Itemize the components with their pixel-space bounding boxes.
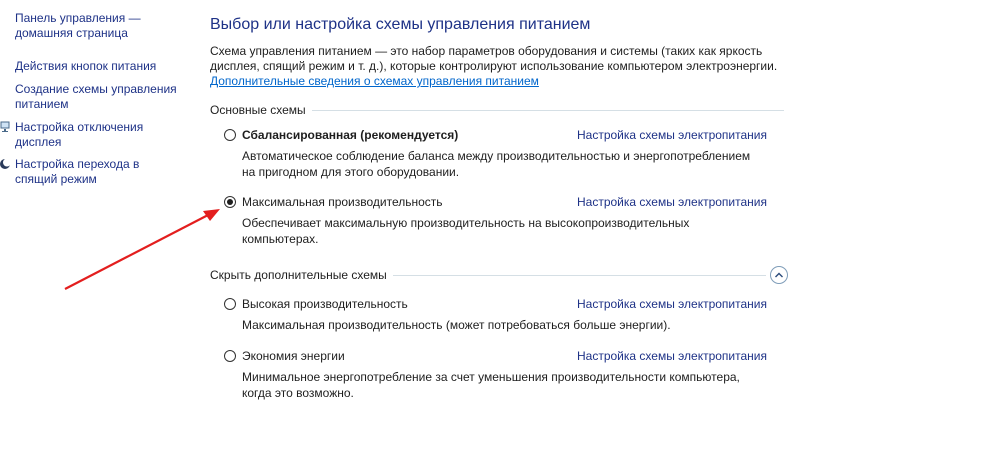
plan-name[interactable]: Максимальная производительность xyxy=(242,195,443,209)
group-header-hidden[interactable]: Скрыть дополнительные схемы xyxy=(210,268,393,283)
plan-name[interactable]: Экономия энергии xyxy=(242,349,345,363)
plan-high-performance-radio[interactable] xyxy=(224,298,236,310)
sidebar-item-create-plan[interactable] xyxy=(15,82,180,112)
sidebar-item-label: Панель управления — домашняя страница xyxy=(15,11,141,40)
sidebar-item-label: Создание схемы управления питанием xyxy=(15,82,177,111)
plan-settings-link[interactable]: Настройка схемы электропитания xyxy=(577,349,767,363)
annotation-arrow xyxy=(60,205,228,295)
page-description: Схема управления питанием — это набор параметров оборудования и системы (таких как яркость дисплея, спящий режим и т. д.), которые контролируют использование компьютером электроэнергии. xyxy=(210,44,778,73)
sidebar-item-label: Настройка перехода в спящий режим xyxy=(15,157,140,186)
more-info-link[interactable]: Дополнительные сведения о схемах управления питанием xyxy=(210,74,539,88)
plan-settings-link[interactable]: Настройка схемы электропитания xyxy=(577,297,767,311)
plan-max-performance xyxy=(224,195,784,245)
group-header-main: Основные схемы xyxy=(210,103,312,118)
plan-description: Максимальная производительность (может потребоваться больше энергии). xyxy=(242,318,671,332)
plan-description: Обеспечивает максимальную производительность на высокопроизводительных компьютерах. xyxy=(242,216,690,246)
sidebar-item-display-off[interactable] xyxy=(15,120,165,150)
sidebar-item-label: Действия кнопок питания xyxy=(15,59,157,73)
moon-icon xyxy=(0,158,12,172)
plan-settings-link[interactable]: Настройка схемы электропитания xyxy=(577,128,767,142)
plan-description: Минимальное энергопотребление за счет уменьшения производительности компьютера, когда это возможно. xyxy=(242,370,740,400)
plan-balanced-radio[interactable] xyxy=(224,129,236,141)
plan-description: Автоматическое соблюдение баланса между производительностью и энергопотреблением на пригодном для этого оборудовании. xyxy=(242,149,751,179)
display-icon xyxy=(0,120,12,134)
plan-power-saver xyxy=(224,349,784,399)
chevron-up-icon xyxy=(771,267,787,283)
plan-settings-link[interactable]: Настройка схемы электропитания xyxy=(577,195,767,209)
collapse-button[interactable] xyxy=(770,266,788,284)
sidebar-item-power-buttons[interactable] xyxy=(15,59,185,74)
sidebar-item-label: Настройка отключения дисплея xyxy=(15,120,144,149)
plan-name[interactable]: Сбалансированная (рекомендуется) xyxy=(242,128,459,142)
sidebar-item-home[interactable] xyxy=(15,11,165,41)
plan-power-saver-radio[interactable] xyxy=(224,350,236,362)
plan-high-performance xyxy=(224,297,784,337)
sidebar-item-sleep[interactable] xyxy=(15,157,165,187)
plan-name[interactable]: Высокая производительность xyxy=(242,297,408,311)
plan-balanced xyxy=(224,128,784,178)
page-title: Выбор или настройка схемы управления питанием xyxy=(210,16,591,33)
